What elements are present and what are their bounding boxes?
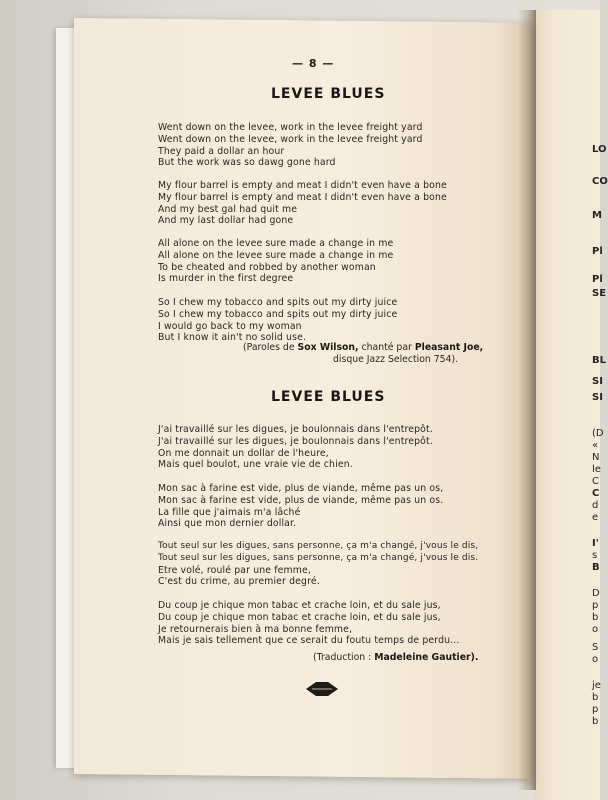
french-title: LEVEE BLUES [271, 389, 386, 405]
lyric-line: And my last dollar had gone [158, 215, 294, 227]
french-credit [313, 652, 478, 664]
facing-page-fragment: C [592, 476, 599, 487]
lyric-line: Mon sac à farine est vide, plus de viande, même pas un os, [158, 483, 444, 494]
facing-page-fragment: BL [592, 355, 606, 366]
credit-author: Sox Wilson, [297, 342, 359, 353]
lyric-line: I would go back to my woman [158, 320, 302, 332]
facing-page-fragment: le [592, 464, 601, 475]
lyric-line: My flour barrel is empty and meat I didn't even have a bone [158, 180, 447, 191]
credit-prefix: (Traduction : [313, 652, 372, 663]
lyric-line: Tout seul sur les digues, sans personne, ça m'a changé, j'vous le dis. [158, 552, 479, 563]
lyric-line: Went down on the levee, work in the levee freight yard [158, 133, 423, 145]
facing-page-fragment: SI [592, 376, 603, 387]
facing-page-fragment: d [592, 500, 599, 511]
facing-page-fragment: I' [592, 538, 599, 549]
english-credit-line-2: disque Jazz Selection 754). [333, 354, 459, 365]
english-credit-line-1 [243, 342, 483, 354]
facing-page-fragment: o [592, 624, 599, 635]
facing-page-fragment: SI [592, 392, 603, 403]
lyric-line: Mon sac à farine est vide, plus de viande, même pas un os. [158, 494, 444, 506]
lyric-line: But I know it ain't no solid use. [158, 332, 307, 344]
facing-page-fragment: « [592, 440, 599, 451]
lyric-line: All alone on the levee sure made a change in me [158, 238, 394, 249]
lyric-line: All alone on the levee sure made a change in me [158, 249, 394, 261]
lyric-line: Mais je sais tellement que ce serait du foutu temps de perdu... [158, 635, 460, 647]
lyric-line: Je retournerais bien à ma bonne femme, [158, 623, 353, 635]
lyric-line: C'est du crime, au premier degré. [158, 576, 320, 588]
facing-page-fragment: p [592, 704, 599, 715]
facing-page-fragment: b [592, 716, 599, 727]
french-stanza-4 [158, 600, 460, 647]
facing-page-fragment: C [592, 488, 600, 499]
lyric-line: And my best gal had quit me [158, 203, 298, 215]
lyric-line: Etre volé, roulé par une femme, [158, 564, 311, 576]
facing-page-fragment: SE [592, 288, 607, 299]
lyric-line: So I chew my tobacco and spits out my dirty juice [158, 308, 398, 320]
lyric-line: They paid a dollar an hour [158, 145, 285, 157]
lyric-line: On me donnait un dollar de l'heure, [158, 447, 329, 459]
lyric-line: J'ai travaillé sur les digues, je boulonnais dans l'entrepôt. [158, 435, 433, 447]
facing-page-fragment: p [592, 600, 599, 611]
facing-page-fragment: B [592, 562, 600, 573]
facing-page-fragment: D [592, 588, 600, 599]
english-stanza-1 [158, 122, 423, 169]
facing-page-fragment: b [592, 612, 599, 623]
lyric-line: Du coup je chique mon tabac et crache loin, et du sale jus, [158, 611, 441, 623]
credit-translator: Madeleine Gautier). [374, 652, 479, 663]
facing-page-fragment: je [592, 680, 601, 691]
lyric-line: But the work was so dawg gone hard [158, 157, 336, 169]
lyric-line: Tout seul sur les digues, sans personne, ça m'a changé, j'vous le dis, [158, 541, 479, 551]
facing-page-fragment: N [592, 452, 600, 463]
facing-page-fragment: CO [592, 176, 608, 187]
lyric-line: Mais quel boulot, une vraie vie de chien. [158, 459, 353, 471]
lyric-line: J'ai travaillé sur les digues, je boulonnais dans l'entrepôt. [158, 424, 433, 435]
facing-page-fragment: Pl [592, 246, 603, 257]
lyric-line: Du coup je chique mon tabac et crache loin, et du sale jus, [158, 600, 441, 611]
facing-page-fragment: S [592, 642, 599, 653]
lyric-line: Went down on the levee, work in the levee freight yard [158, 122, 423, 133]
facing-page-fragment: s [592, 550, 598, 561]
english-stanza-2 [158, 180, 447, 227]
credit-singer: Pleasant Joe, [414, 342, 484, 353]
english-stanza-4 [158, 297, 397, 344]
facing-page-fragment: e [592, 512, 599, 523]
facing-page-fragment: Pl [592, 274, 603, 285]
lyric-line: To be cheated and robbed by another woman [158, 261, 376, 273]
facing-page-fragment: (D [592, 428, 604, 439]
english-stanza-3 [158, 238, 393, 285]
lyric-line: La fille que j'aimais m'a lâché [158, 506, 301, 518]
lyric-line: My flour barrel is empty and meat I didn't even have a bone [158, 191, 447, 203]
french-stanza-3 [158, 541, 478, 588]
lyric-line: Ainsi que mon dernier dollar. [158, 518, 297, 530]
french-stanza-1 [158, 424, 433, 471]
lyric-line: Is murder in the first degree [158, 273, 294, 285]
credit-prefix: (Paroles de [243, 342, 295, 353]
credit-middle: chanté par [361, 342, 412, 353]
facing-page-fragment: M [592, 210, 602, 221]
french-stanza-2 [158, 483, 443, 530]
lyric-line: So I chew my tobacco and spits out my dirty juice [158, 297, 398, 308]
facing-page-fragment: b [592, 692, 599, 703]
english-title: LEVEE BLUES [271, 86, 386, 102]
page-number: — 8 — [292, 57, 335, 70]
diamond-ornament-icon [306, 681, 338, 697]
facing-page-fragment: LO [592, 144, 607, 155]
facing-page-fragment: o [592, 654, 599, 665]
